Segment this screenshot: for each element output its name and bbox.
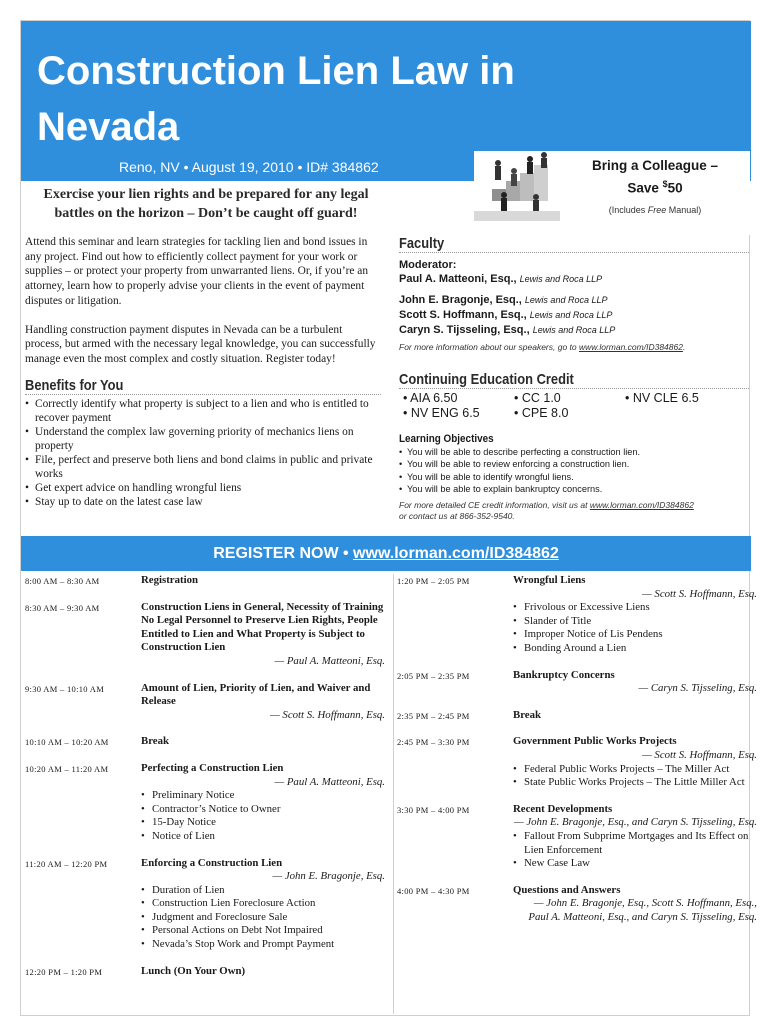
list-item: • State Public Works Projects – The Little Miller Act [513, 776, 757, 790]
slot-speaker: — Paul A. Matteoni, Esq. [274, 654, 385, 667]
slot-topic: Registration [141, 574, 198, 586]
list-item: • Improper Notice of Lis Pendens [513, 628, 757, 642]
list-item: • 15-Day Notice [141, 816, 385, 830]
slot-topic: Government Public Works Projects [513, 735, 677, 748]
save-label: Save [627, 180, 663, 196]
slot-speaker: — Scott S. Hoffmann, Esq. [642, 748, 757, 761]
intro-paragraph-1: Attend this seminar and learn strategies for tackling lien and bond issues in any project. Find out how to efficiently collect payment for your work or supplies – or protect your property from unwarranted liens. Or, if you’re an attorney, learn how to properly advise your clients in the event of payment disputes or litigation. [25, 236, 369, 307]
colleague-headline: Bring a Colleague – [591, 158, 719, 173]
slot-topic: Questions and Answers [513, 883, 621, 896]
list-item: • Understand the complex law governing priority of mechanics liens on property [25, 425, 381, 453]
slot-topic: Enforcing a Construction Lien [141, 856, 283, 869]
person-name: Caryn S. Tijsseling, Esq., [399, 324, 530, 336]
faculty-link[interactable]: www.lorman.com/ID384862 [579, 342, 683, 352]
business-people-photo [474, 151, 560, 221]
list-item: • File, perfect and preserve both liens and bond claims in public and private works [25, 453, 381, 481]
slot-time: 8:00 AM – 8:30 AM [25, 576, 100, 586]
agenda-slot [397, 884, 757, 925]
tagline-line-1: Exercise your lien rights and be prepared for any legal [43, 187, 369, 202]
slot-subtopics [513, 830, 757, 871]
benefits-title: Benefits for You [25, 377, 124, 394]
slot-time: 2:45 PM – 3:30 PM [397, 737, 470, 748]
more-post: . [682, 342, 686, 352]
more-pre: For more detailed CE credit information, visit us at [399, 499, 590, 510]
moderator-label: Moderator: [399, 259, 457, 271]
agenda-slot [25, 601, 385, 669]
slot-topic: Bankruptcy Concerns [513, 668, 615, 681]
register-link[interactable]: www.lorman.com/ID384862 [353, 545, 559, 562]
list-item: • Preliminary Notice [141, 789, 385, 803]
list-item: • Bonding Around a Lien [513, 642, 757, 656]
list-item: • Nevada’s Stop Work and Prompt Payment [141, 938, 385, 952]
agenda-slot [25, 762, 385, 844]
slot-topic: Lunch (On Your Own) [141, 964, 246, 977]
tagline [21, 185, 391, 223]
slot-time: 12:20 PM – 1:20 PM [25, 966, 103, 977]
slot-subtopics [513, 763, 757, 790]
slot-body [513, 669, 757, 696]
list-item: • Duration of Lien [141, 884, 385, 898]
agenda-slot [25, 574, 385, 588]
person-firm: Lewis and Roca LLP [532, 325, 616, 335]
person-firm: Lewis and Roca LLP [529, 310, 613, 320]
slot-time: 10:20 AM – 11:20 AM [25, 763, 109, 774]
learning-objectives [399, 433, 749, 496]
slot-speaker: — Paul A. Matteoni, Esq. [274, 775, 385, 788]
column-divider [393, 574, 394, 1014]
list-item: • Notice of Lien [141, 830, 385, 844]
slot-body [141, 735, 385, 749]
benefits-section [25, 377, 381, 509]
slot-speaker: — John E. Bragonje, Esq., Scott S. Hoffmann, Esq., Paul A. Matteoni, Esq., and Caryn S. Tijsseling, Esq. [528, 897, 757, 923]
save-amount: 50 [667, 180, 683, 196]
slot-body [141, 965, 385, 979]
list-item: • Personal Actions on Debt Not Impaired [141, 924, 385, 938]
slot-topic: Amount of Lien, Priority of Lien, and Waiver and Release [141, 681, 371, 708]
colleague-offer [560, 151, 750, 235]
person-firm: Lewis and Roca LLP [519, 274, 603, 284]
agenda-slot [397, 574, 757, 656]
slot-time: 4:00 PM – 4:30 PM [397, 885, 470, 896]
event-details: Reno, NV • August 19, 2010 • ID# 384862 [119, 159, 379, 175]
speaker [399, 293, 749, 308]
includes-pre: (Includes [608, 204, 648, 215]
slot-time: 1:20 PM – 2:05 PM [397, 576, 470, 586]
title-line-2: Nevada [37, 105, 180, 149]
slot-topic: Construction Liens in General, Necessity of Training No Legal Personnel to Preserve Lien Rights, People Entitled to Lien and What Property is Subject to Construction Lien [141, 600, 384, 654]
slot-subtopics [141, 789, 385, 843]
list-item: • Construction Lien Foreclosure Action [141, 897, 385, 911]
faculty-section [399, 235, 749, 352]
currency-symbol: $ [662, 179, 668, 189]
register-banner [21, 536, 751, 571]
lo-heading: Learning Objectives [399, 433, 494, 445]
speaker [399, 323, 749, 338]
credit-item: • CC 1.0 [514, 391, 561, 405]
slot-body [513, 735, 757, 789]
slot-speaker: — John E. Bragonje, Esq., and Caryn S. Tijsseling, Esq. [514, 816, 757, 829]
slot-speaker: — Scott S. Hoffmann, Esq. [642, 587, 757, 600]
tagline-line-2: battles on the horizon – Don’t be caught off guard! [54, 206, 358, 221]
list-item: • You will be able to identify wrongful liens. [399, 471, 749, 483]
credit-item: • NV CLE 6.5 [625, 391, 699, 405]
slot-body [513, 803, 757, 871]
person-name: Scott S. Hoffmann, Esq., [399, 309, 527, 321]
person-name: Paul A. Matteoni, Esq., [399, 273, 517, 285]
more-post: or contact us at 866-352-9540. [399, 510, 515, 521]
ce-section [399, 371, 749, 522]
benefits-list [25, 397, 381, 509]
slot-time: 8:30 AM – 9:30 AM [25, 602, 100, 613]
list-item: • You will be able to review enforcing a construction lien. [399, 458, 749, 470]
colleague-includes [560, 205, 750, 215]
list-item: • Contractor’s Notice to Owner [141, 803, 385, 817]
list-item: • Fallout From Subprime Mortgages and Its Effect on Lien Enforcement [513, 830, 757, 857]
slot-body [513, 709, 757, 723]
ce-more-info [399, 500, 749, 522]
agenda-slot [25, 857, 385, 952]
ce-credits [403, 391, 749, 421]
slot-body [513, 884, 757, 925]
slot-time: 10:10 AM – 10:20 AM [25, 737, 109, 748]
credit-item: • CPE 8.0 [514, 406, 569, 420]
slot-topic: Break [513, 708, 541, 721]
slot-speaker: — Scott S. Hoffmann, Esq. [270, 708, 385, 721]
agenda-right-column [397, 574, 757, 924]
credit-item: • AIA 6.50 [403, 391, 458, 405]
faculty-more-info [399, 342, 749, 352]
ce-link[interactable]: www.lorman.com/ID384862 [589, 499, 694, 510]
agenda-slot [25, 735, 385, 749]
intro-text [25, 235, 380, 381]
faculty-title: Faculty [399, 235, 445, 252]
slot-topic: Perfecting a Construction Lien [141, 761, 284, 774]
more-pre: For more information about our speakers, go to [399, 342, 580, 352]
list-item: • New Case Law [513, 857, 757, 871]
slot-subtopics [141, 884, 385, 952]
includes-post: Manual) [666, 204, 702, 215]
person-firm: Lewis and Roca LLP [524, 295, 608, 305]
list-item: • You will be able to explain bankruptcy concerns. [399, 483, 749, 495]
faculty-heading [399, 235, 749, 253]
moderator-name [399, 272, 749, 287]
agenda-slot [397, 735, 757, 789]
ce-title: Continuing Education Credit [399, 371, 574, 388]
slot-body [141, 857, 385, 952]
slot-time: 9:30 AM – 10:10 AM [25, 683, 105, 694]
agenda-slot [397, 709, 757, 723]
slot-time: 3:30 PM – 4:00 PM [397, 804, 470, 815]
credit-item: • NV ENG 6.5 [403, 406, 480, 420]
title-line-1: Construction Lien Law in [37, 49, 515, 93]
slot-speaker: — John E. Bragonje, Esq. [272, 870, 385, 883]
agenda-slot [397, 669, 757, 696]
includes-free: Free [647, 204, 667, 215]
slot-speaker: — Caryn S. Tijsseling, Esq. [638, 682, 757, 695]
agenda-left-column [25, 574, 385, 978]
speaker [399, 308, 749, 323]
ce-heading [399, 371, 749, 389]
slot-topic: Break [141, 735, 169, 748]
lo-list [399, 446, 749, 496]
list-item: • Frivolous or Excessive Liens [513, 601, 757, 615]
brochure-page [20, 20, 757, 1016]
slot-body [141, 682, 385, 723]
person-name: John E. Bragonje, Esq., [399, 294, 522, 306]
intro-paragraph-2: Handling construction payment disputes in Nevada can be a turbulent process, but armed with the necessary legal knowledge, you can successfully manage even the most complex and costly situation. Register today! [25, 323, 376, 365]
list-item: • Slander of Title [513, 615, 757, 629]
list-item: • Stay up to date on the latest case law [25, 495, 381, 509]
register-label: REGISTER NOW • [213, 545, 354, 562]
slot-time: 2:05 PM – 2:35 PM [397, 670, 470, 681]
list-item: • Correctly identify what property is subject to a lien and who is entitled to recover payment [25, 397, 381, 425]
slot-topic: Recent Developments [513, 802, 613, 815]
slot-topic: Wrongful Liens [513, 574, 586, 586]
list-item: • You will be able to describe perfecting a construction lien. [399, 446, 749, 458]
slot-subtopics [513, 601, 757, 655]
slot-time: 2:35 PM – 2:45 PM [397, 710, 470, 721]
list-item: • Federal Public Works Projects – The Miller Act [513, 763, 757, 777]
slot-time: 11:20 AM – 12:20 PM [25, 858, 108, 869]
list-item: • Get expert advice on handling wrongful liens [25, 481, 381, 495]
agenda-slot [397, 803, 757, 871]
slot-body [141, 762, 385, 844]
benefits-heading [25, 377, 381, 395]
slot-body [141, 601, 385, 669]
list-item: • Judgment and Foreclosure Sale [141, 911, 385, 925]
page-title [37, 43, 737, 155]
slot-body [513, 574, 757, 656]
agenda-slot [25, 965, 385, 979]
slot-body [141, 574, 385, 588]
colleague-save [560, 175, 750, 198]
agenda-slot [25, 682, 385, 723]
